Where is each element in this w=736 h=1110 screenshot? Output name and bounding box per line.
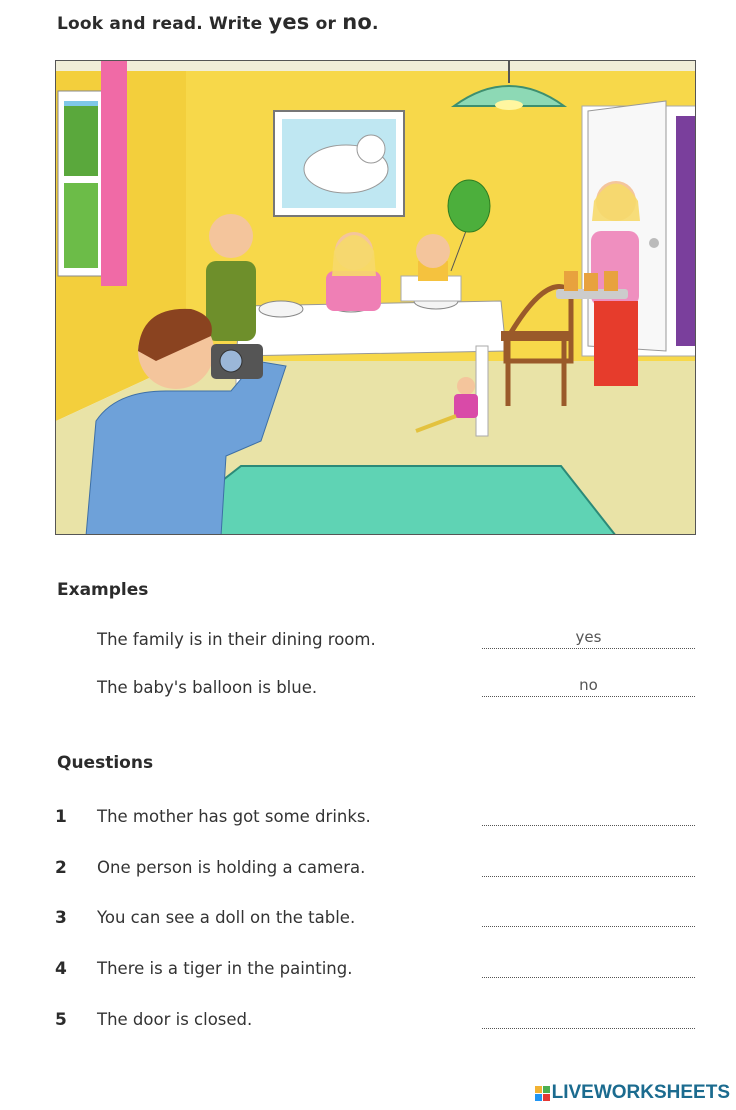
question-number: 4 [55, 959, 67, 979]
example-row [0, 676, 736, 706]
question-number: 3 [55, 908, 67, 928]
liveworksheets-logo-icon [535, 1086, 550, 1101]
question-text: One person is holding a camera. [97, 858, 366, 877]
example-text: The family is in their dining room. [97, 630, 376, 649]
dining-room-illustration [55, 60, 696, 535]
question-row [0, 805, 736, 835]
question-number: 5 [55, 1010, 67, 1030]
example-answer: no [579, 676, 598, 694]
question-text: The mother has got some drinks. [97, 807, 371, 826]
question-row [0, 906, 736, 936]
question-text: The door is closed. [97, 1010, 253, 1029]
question-text: There is a tiger in the painting. [97, 959, 353, 978]
examples-heading: Examples [57, 580, 149, 600]
answer-line [482, 1028, 695, 1029]
brand-name: LIVEWORKSHEETS [551, 1082, 730, 1103]
example-answer: yes [575, 628, 602, 646]
question-text: You can see a doll on the table. [97, 908, 356, 927]
polar-bear-painting-icon [274, 111, 404, 216]
question-number: 2 [55, 858, 67, 878]
curtain-icon [101, 61, 127, 286]
example-row [0, 628, 736, 658]
instruction-suffix: . [371, 14, 379, 34]
question-row [0, 856, 736, 886]
answer-line [482, 977, 695, 978]
question-row [0, 1008, 736, 1038]
instruction-yes: yes [268, 10, 310, 34]
instruction-prefix: Look and read. Write [57, 14, 269, 34]
answer-line [482, 926, 695, 927]
window-icon [58, 91, 103, 276]
answer-line [482, 648, 695, 649]
liveworksheets-logo [535, 1082, 730, 1104]
answer-line [482, 696, 695, 697]
question-row [0, 957, 736, 987]
questions-heading: Questions [57, 753, 154, 773]
question-number: 1 [55, 807, 67, 827]
instruction-heading [57, 10, 379, 34]
answer-line [482, 825, 695, 826]
example-text: The baby's balloon is blue. [97, 678, 318, 697]
grandfather-figure-icon [206, 214, 256, 341]
instruction-no: no [342, 10, 372, 34]
answer-line [482, 876, 695, 877]
instruction-or: or [309, 14, 343, 34]
